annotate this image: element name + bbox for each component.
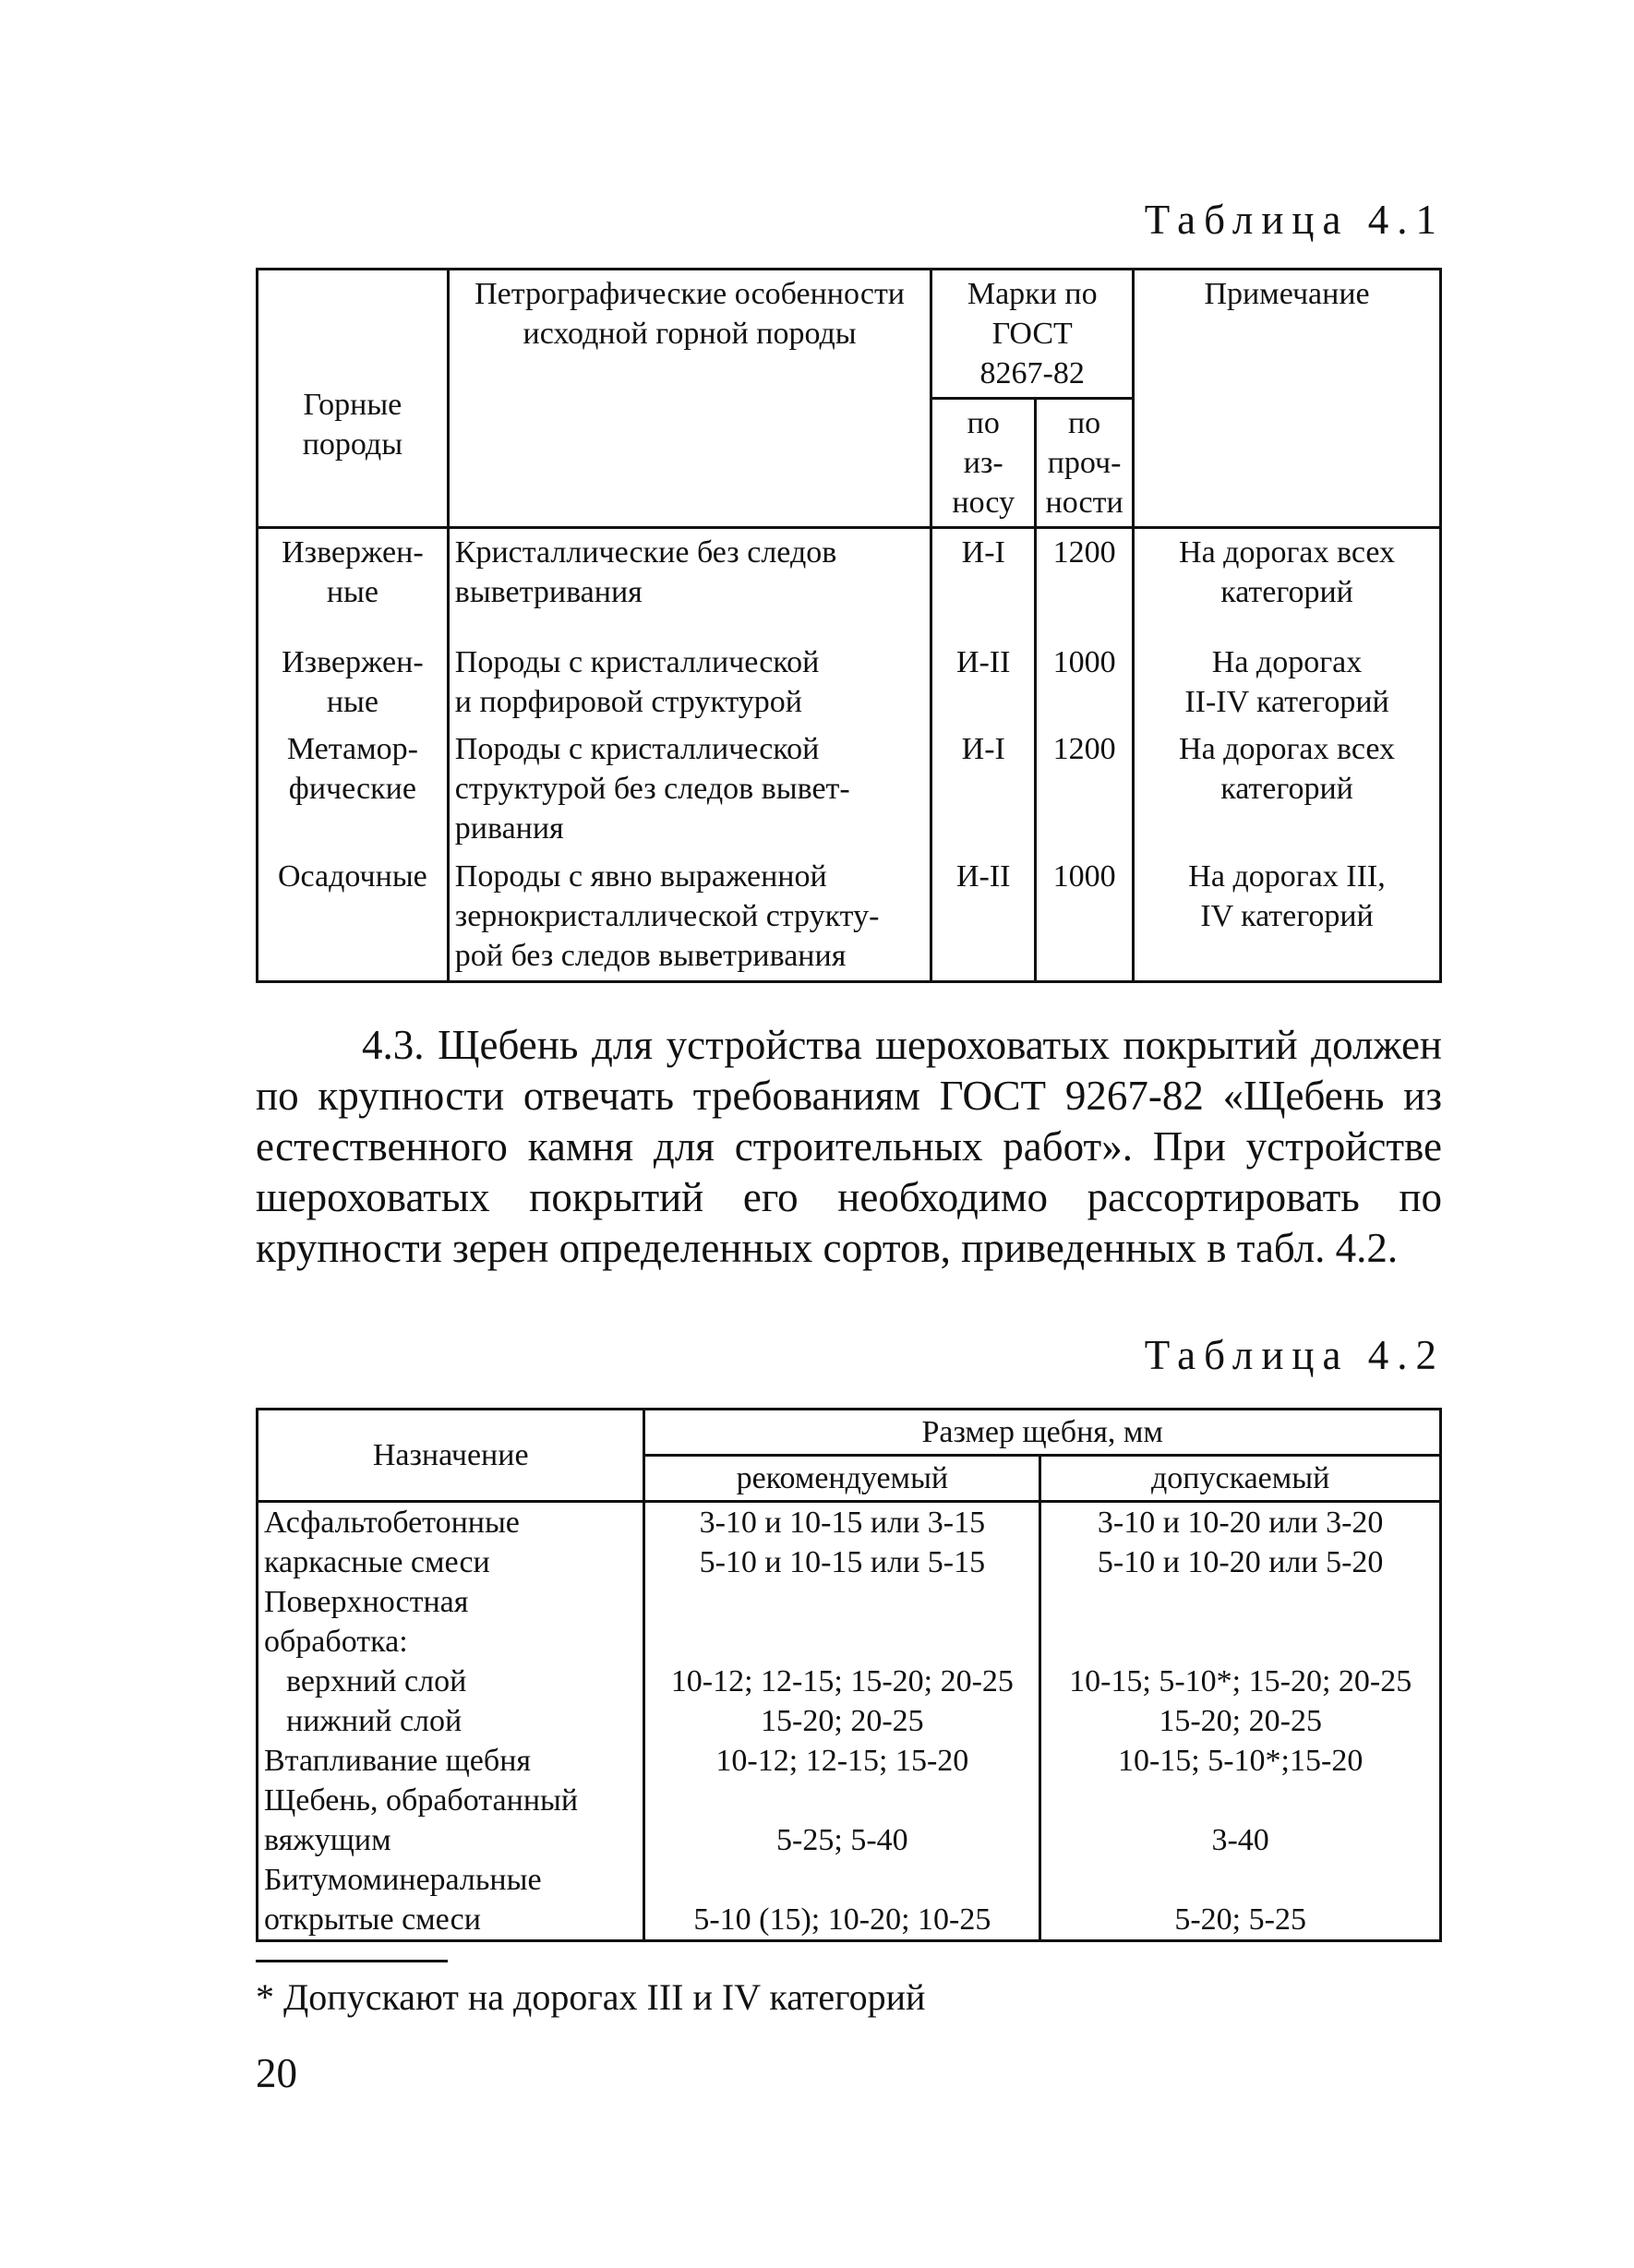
- cell-purpose: Битумоминеральные: [258, 1860, 644, 1900]
- table-row: [258, 1622, 1441, 1662]
- table-row: [258, 528, 1441, 639]
- cell-features: Породы с кристаллической структурой без следов вывет- ривания: [448, 726, 931, 853]
- cell-rock: Осадочные: [258, 853, 449, 982]
- table-4-2: [256, 1408, 1442, 1942]
- header-recommended: рекомендуемый: [644, 1456, 1040, 1502]
- cell-allowed: 3-10 и 10-20 или 3-20: [1040, 1502, 1441, 1543]
- cell-recommended: [644, 1781, 1040, 1820]
- table2-body: [258, 1502, 1441, 1941]
- footnote-divider: [256, 1960, 448, 1962]
- table-row: [258, 726, 1441, 853]
- cell-allowed: 10-15; 5-10*; 15-20; 20-25: [1040, 1662, 1441, 1701]
- cell-note: На дорогах III, IV категорий: [1134, 853, 1441, 982]
- cell-recommended: 5-10 (15); 10-20; 10-25: [644, 1900, 1040, 1941]
- cell-purpose: верхний слой: [258, 1662, 644, 1701]
- cell-recommended: [644, 1860, 1040, 1900]
- cell-wear: И-II: [931, 853, 1036, 982]
- cell-strength: 1000: [1036, 639, 1134, 726]
- cell-purpose: Асфальтобетонные: [258, 1502, 644, 1543]
- cell-allowed: 3-40: [1040, 1820, 1441, 1860]
- cell-wear: И-I: [931, 528, 1036, 639]
- cell-allowed: [1040, 1582, 1441, 1622]
- cell-allowed: 15-20; 20-25: [1040, 1701, 1441, 1741]
- header-purpose: Назначение: [258, 1410, 644, 1502]
- table2-caption: Таблица 4.2: [1144, 1332, 1445, 1378]
- cell-recommended: 15-20; 20-25: [644, 1701, 1040, 1741]
- cell-recommended: 5-10 и 10-15 или 5-15: [644, 1542, 1040, 1582]
- table-row: [258, 1502, 1441, 1543]
- cell-purpose: вяжущим: [258, 1820, 644, 1860]
- cell-recommended: [644, 1622, 1040, 1662]
- page-number: 20: [256, 2050, 297, 2096]
- cell-allowed: [1040, 1860, 1441, 1900]
- cell-purpose: Втапливание щебня: [258, 1741, 644, 1781]
- table-4-1: [256, 268, 1442, 983]
- cell-wear: И-II: [931, 639, 1036, 726]
- cell-allowed: [1040, 1781, 1441, 1820]
- header-wear: по из- носу: [931, 399, 1036, 528]
- cell-note: На дорогах всех категорий: [1134, 528, 1441, 639]
- header-strength: по проч- ности: [1036, 399, 1134, 528]
- table-row: [258, 1820, 1441, 1860]
- cell-recommended: [644, 1582, 1040, 1622]
- table-row: [258, 1582, 1441, 1622]
- cell-purpose: нижний слой: [258, 1701, 644, 1741]
- table-row: [258, 1781, 1441, 1820]
- header-allowed: допускаемый: [1040, 1456, 1441, 1502]
- header-grades: Марки по ГОСТ 8267-82: [931, 270, 1134, 399]
- cell-purpose: открытые смеси: [258, 1900, 644, 1941]
- cell-rock: Извержен- ные: [258, 528, 449, 639]
- table-row: [258, 639, 1441, 726]
- cell-recommended: 5-25; 5-40: [644, 1820, 1040, 1860]
- cell-strength: 1200: [1036, 726, 1134, 853]
- cell-purpose: обработка:: [258, 1622, 644, 1662]
- cell-purpose: Щебень, обработанный: [258, 1781, 644, 1820]
- cell-recommended: 3-10 и 10-15 или 3-15: [644, 1502, 1040, 1543]
- cell-allowed: 5-10 и 10-20 или 5-20: [1040, 1542, 1441, 1582]
- table-row: [258, 1900, 1441, 1941]
- table-row: [258, 1741, 1441, 1781]
- header-note: Примечание: [1134, 270, 1441, 528]
- cell-features: Породы с кристаллической и порфировой структурой: [448, 639, 931, 726]
- cell-wear: И-I: [931, 726, 1036, 853]
- cell-allowed: [1040, 1622, 1441, 1662]
- table1-caption: Таблица 4.1: [1144, 197, 1445, 243]
- cell-rock: Метамор- фические: [258, 726, 449, 853]
- cell-features: Кристаллические без следов выветривания: [448, 528, 931, 639]
- cell-recommended: 10-12; 12-15; 15-20: [644, 1741, 1040, 1781]
- cell-note: На дорогах II-IV категорий: [1134, 639, 1441, 726]
- cell-purpose: каркасные смеси: [258, 1542, 644, 1582]
- table-row: [258, 1701, 1441, 1741]
- cell-recommended: 10-12; 12-15; 15-20; 20-25: [644, 1662, 1040, 1701]
- cell-allowed: 5-20; 5-25: [1040, 1900, 1441, 1941]
- cell-purpose: Поверхностная: [258, 1582, 644, 1622]
- table-row: [258, 1662, 1441, 1701]
- cell-strength: 1200: [1036, 528, 1134, 639]
- cell-allowed: 10-15; 5-10*;15-20: [1040, 1741, 1441, 1781]
- cell-rock: Извержен- ные: [258, 639, 449, 726]
- header-rock: Горные породы: [258, 270, 449, 528]
- header-size: Размер щебня, мм: [644, 1410, 1441, 1456]
- table-row: [258, 1860, 1441, 1900]
- body-paragraph: [256, 1020, 1442, 1274]
- cell-strength: 1000: [1036, 853, 1134, 982]
- cell-features: Породы с явно выраженной зернокристаллической структу- рой без следов выветривания: [448, 853, 931, 982]
- paragraph-4-3: 4.3. Щебень для устройства шероховатых покрытий должен по крупности отвечать требованиям ГОСТ 9267-82 «Щебень из естественного камня для строительных работ». При устройстве шероховатых покрытий его необходимо рассортировать по крупности зерен определенных сортов, приведенных в табл. 4.2.: [256, 1022, 1442, 1271]
- table-row: [258, 853, 1441, 982]
- header-features: Петрографические особенности исходной горной породы: [448, 270, 931, 528]
- table-row: [258, 1542, 1441, 1582]
- cell-note: На дорогах всех категорий: [1134, 726, 1441, 853]
- footnote: * Допускают на дорогах III и IV категорий: [256, 1976, 926, 2018]
